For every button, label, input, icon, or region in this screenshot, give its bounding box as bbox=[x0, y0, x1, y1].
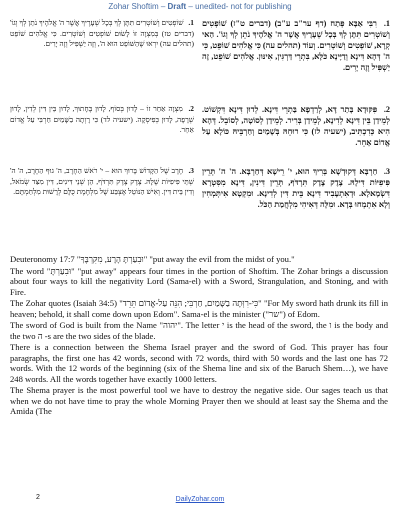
aramaic-text bbox=[194, 18, 390, 73]
commentary-paragraph: Deuteronomy 17:7 "וּבִעַרְתָּ הָרָע, מִקִּרְבֶּךָ" "put away the evil from the midst of you." bbox=[10, 254, 295, 264]
commentary-paragraph: The word "וּבִעַרְתָּ" "put away" appears four times in the portion of Shoftim. The Zohar brings a discussion about four ways to kill the negativity Lord (Sama-el) with a Sword, Strangulation, and Stoning, and with Fire. bbox=[10, 265, 389, 297]
website-link[interactable]: DailyZohar.com bbox=[175, 496, 225, 503]
section-number: 3. bbox=[383, 167, 390, 176]
section-number: 2. bbox=[188, 104, 194, 113]
hebrew-paragraph: מִצְוָה אַחַר זוֹ – לָדוּן בְּסוֹף, לָדוּן בֶּחָתוּךְ, לָדוּן בֵּין דִּין לְדִין, לָדוּן שְׁרָפָה, לָדוּן כְּפִיסְקָה. (ישעיה לד) כִּי רָוְתָה בַשָּׁמַיִם חַרְבִּי עַל אֱדוֹם אַחֵר. bbox=[10, 104, 194, 135]
aramaic-text bbox=[194, 104, 390, 148]
commentary-paragraph: The Shema prayer is the most powerful tool we have to destroy the negative side. Our sages teach us that when we do not have time to pray the whole Morning Prayer then we should at least say the Shema and the Amida (The bbox=[10, 385, 388, 416]
section-number: 1. bbox=[383, 19, 390, 28]
section-number: 3. bbox=[188, 166, 194, 175]
page-header bbox=[0, 2, 400, 11]
aramaic-paragraph: חַרְבָּא דְּקוּדְשָׁא בְּרִיךְ הוּא, י' רֵישָׁא דְּחַרְבָּא. ה' ה' תְּרֵין פִּיפִיּוֹת דִּילָהּ. צֶדֶק צֶדֶק תִּרְדֹּף, תְּרֵין דִּינִין, דִּינָא מִסִּטְרָא דִּשְׂמָאלָא. וּדְאִתְעָבִיד דִּינָא בֵּית דִּין לְדִינָא. וּמִקְטָא אִיתְּמְחִין וְלָא אִתְמְחוּ בְּדָא. וּמִלָּה דְּאִיהִי מִלְחֲמַת הַכֹּל. bbox=[202, 167, 390, 209]
hebrew-section-1 bbox=[10, 18, 390, 79]
header-draft: Draft bbox=[167, 2, 187, 11]
hebrew-translation bbox=[10, 166, 194, 210]
english-commentary bbox=[10, 254, 388, 418]
commentary-paragraph: The sword of God is built from the Name "יהוה". The letter י is the head of the sword, the ו is the body and the two ה -s are the two sides of the blade. bbox=[10, 320, 389, 341]
commentary-paragraph: There is a connection between the Shema Israel prayer and the sword of God. This prayer has four paragraphs, the first one has 42 words, second with 72 words, third with 50 words and the last one has 72 words. With the 12 words of the beginning (six of the Shema line and six of the Baruch Shem…), we have 248 words. All the words together have exactly 1000 letters. bbox=[10, 342, 388, 384]
commentary-paragraph: The Zohar quotes (Isaiah 34:5) "כִּי-רִוְּתָה בַשָּׁמַיִם, חַרְבִּי; הִנֵּה עַל-אֱדוֹם תֵּרֵד" "For My sword hath drunk its fill in heaven; behold, it shall come down upon Edom". Sama-el is the minister ("שר") of Edom. bbox=[10, 298, 388, 319]
section-number: 2. bbox=[383, 105, 390, 114]
aramaic-paragraph: פִּקּוּדָא בָּתַר דָּא, לְרַדְפָא בַּתְרֵי דִּינָא. לְדוּן דִּינָא דִּקְשׁוֹט. לְמֵידַן בֵּין דִּינָא לְדִינָא, לְמֵידַן בְּרִיר. לְמֵידַן לְסוֹטָה, לְסוֹבֵל. דְּהָא הִיא כְּדִכְתִּיב, (ישעיה לז) כִּי רוּחֵהּ בְּשָׁמַיִם וְחַרְבֵּיהּ כּוֹלָא עַל אֱדוֹם אַחֵר. bbox=[202, 105, 390, 147]
header-prefix: Zohar Shoftim – bbox=[108, 2, 168, 11]
hebrew-translation bbox=[10, 104, 194, 148]
header-suffix: – unedited- not for publishing bbox=[186, 2, 292, 11]
hebrew-paragraph: שׁוֹפְטִים וְשׁוֹטְרִים תִּתֶּן לְךָ בְּכָל שְׁעָרֶיךָ אֲשֶׁר ה' אֱלֹהֶיךָ נֹתֵן לְךָ וְגוֹ' (דברים טז) בְּמִצְוָה זוֹ לָשׂוּם שׁוֹפְטִים וְשׁוֹטְרִים. כִּי אֱלֹהִים שׁוֹפֵט (תהלים עה) יִרְאוּ שֶׁהַשּׁוֹפֵט הוּא ה', וְזֶה יַשְׁפִּיל וְזֶה יָרִים. bbox=[10, 18, 194, 49]
hebrew-translation bbox=[10, 18, 194, 73]
section-number: 1. bbox=[188, 18, 194, 27]
hebrew-paragraph: חֶרֶב שֶׁל הַקָּדוֹשׁ בָּרוּךְ הוּא – י' רֹאשׁ הַחֶרֶב, ה' גוּף הַחֶרֶב, ה' ה' שְׁתֵּי פִּיפִיּוֹת שֶׁלָּהּ. צֶדֶק צֶדֶק תִּרְדֹּף, הֵן שְׁנֵי דִּינִים, דִּין מִצַּד שְׂמֹאל, וְדִין בֵּית דִּין. וְאִישׁ הַנּוֹטֵל אֶצְבַּע שֶׁל מִלְחֶמֶת כֻּלָּם לְרָשׁוּת מִלְחַמְתָּם. bbox=[10, 166, 194, 197]
aramaic-paragraph: רִבִּי אַבָּא פְּתַח (דף ער"ב ע"ב) (דברים ט"ז) שׁוֹפְטִים וְשׁוֹטְרִים תִּתֶּן לְךָ בְּכָל שְׁעָרֶיךָ אֲשֶׁר ה' אֱלֹהֶיךָ נֹתֵן לְךָ וְגוֹ'. הַאי קְרָא, שׁוֹפְטִים וְשׁוֹטְרִים. וְעוֹד (תהלים עה) כִּי אֱלֹהִים שׁוֹפֵט, כִּי ה' דְּהָא דִּינָא וְדַיָּינָא כֹּלָּא, בִּתְרֵי דַּרְגִּין, אִינּוּן. אֱלֹהִים שׁוֹפֵט, זֶה יַשְׁפִּיל וְזֶה יָרִים. bbox=[202, 19, 390, 72]
hebrew-section-3 bbox=[10, 166, 390, 216]
page-number: 2 bbox=[36, 494, 40, 501]
aramaic-text bbox=[194, 166, 390, 210]
hebrew-section-2 bbox=[10, 104, 390, 154]
